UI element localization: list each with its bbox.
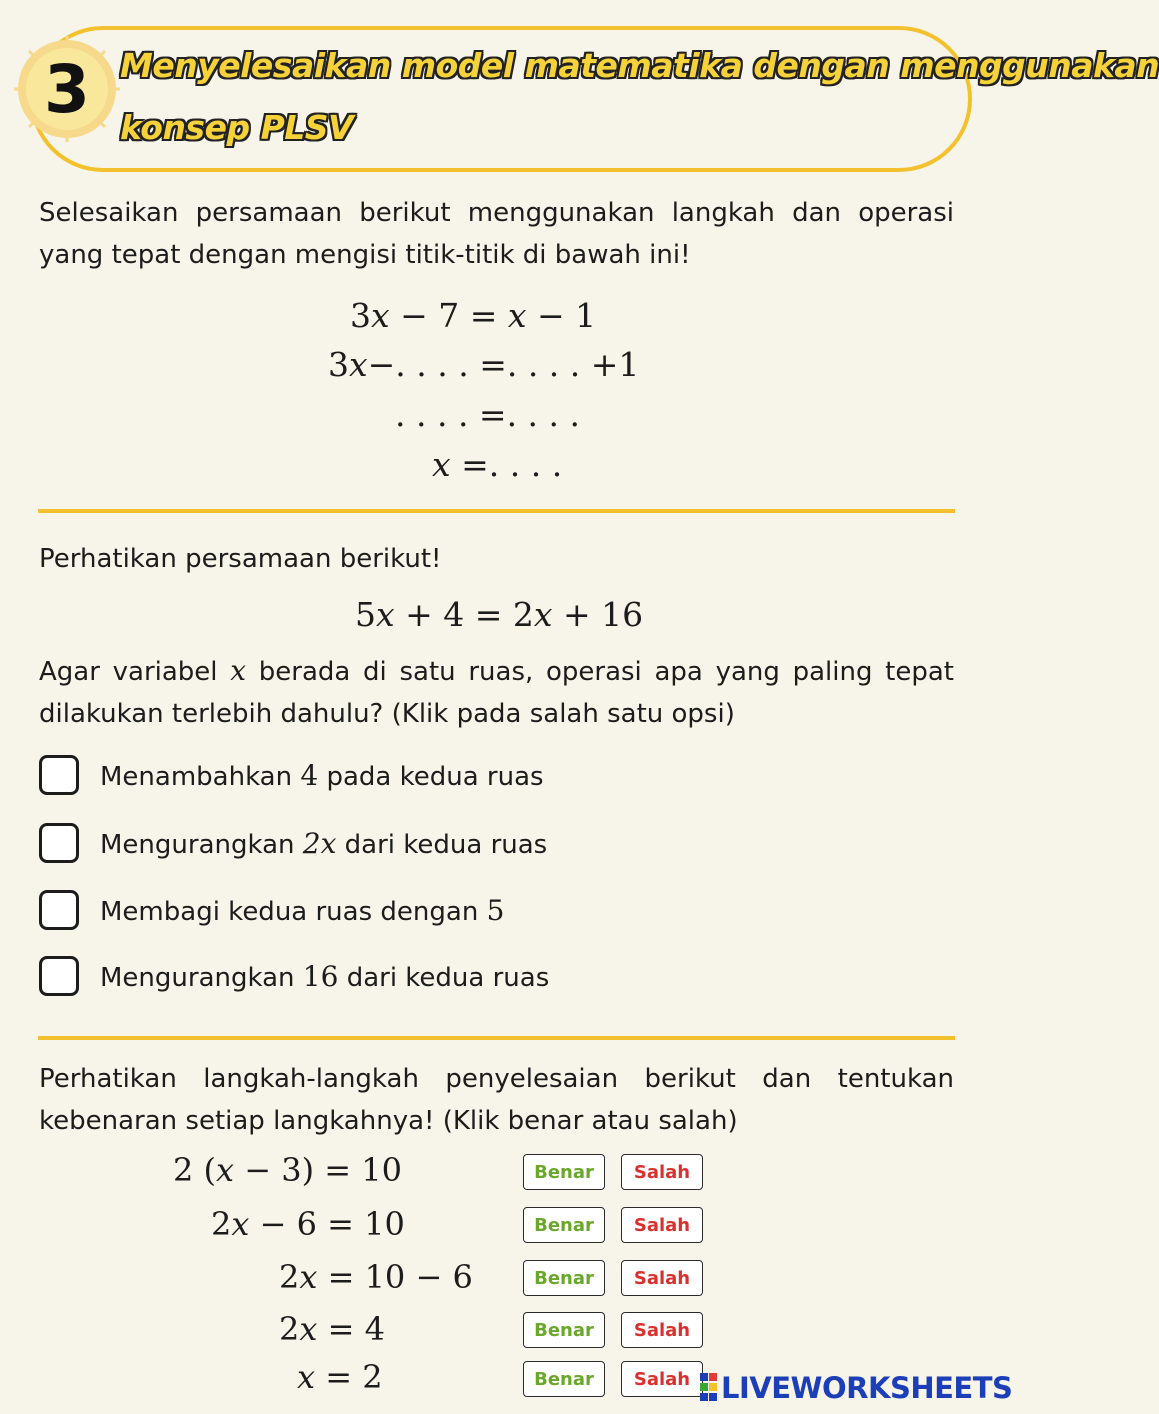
benar-button[interactable]: Benar	[523, 1312, 605, 1348]
step-3-equation: 2x = 10 − 6	[279, 1258, 473, 1296]
title-line-2: konsep PLSV	[120, 108, 354, 147]
option-1[interactable]: Menambahkan 4 pada kedua ruas	[39, 753, 544, 797]
benar-button[interactable]: Benar	[523, 1361, 605, 1397]
option-4[interactable]: Mengurangkan 16 dari kedua ruas	[39, 954, 549, 998]
checkbox[interactable]	[39, 755, 79, 795]
step-4-equation: 2x = 4	[279, 1310, 385, 1348]
equation-line-3[interactable]: . . . . =. . . .	[395, 395, 580, 434]
divider	[38, 509, 955, 513]
brand-name: LIVEWORKSHEETS	[721, 1371, 1013, 1405]
option-2[interactable]: Mengurangkan 2x dari kedua ruas	[39, 821, 547, 865]
salah-button[interactable]: Salah	[621, 1154, 703, 1190]
step-1-equation: 2 (x − 3) = 10	[173, 1151, 402, 1189]
step-5-equation: x = 2	[297, 1358, 383, 1396]
title-line-1: Menyelesaikan model matematika dengan menggunakan	[120, 46, 1159, 85]
benar-button[interactable]: Benar	[523, 1154, 605, 1190]
salah-button[interactable]: Salah	[621, 1260, 703, 1296]
benar-button[interactable]: Benar	[523, 1260, 605, 1296]
checkbox[interactable]	[39, 956, 79, 996]
divider	[38, 1036, 955, 1040]
equation-line-1: 3x − 7 = x − 1	[350, 296, 597, 335]
salah-button[interactable]: Salah	[621, 1312, 703, 1348]
equation-line-4[interactable]: x =. . . .	[432, 445, 563, 484]
equation-line-2[interactable]: 3x−. . . . =. . . . +1	[328, 345, 640, 384]
salah-button[interactable]: Salah	[621, 1207, 703, 1243]
option-3[interactable]: Membagi kedua ruas dengan 5	[39, 888, 504, 932]
equation-main: 5x + 4 = 2x + 16	[355, 595, 644, 634]
intro-2: Perhatikan persamaan berikut!	[39, 544, 442, 574]
question-2: Agar variabel x berada di satu ruas, operasi apa yang paling tepat dilakukan terlebih dahulu? (Klik pada salah satu opsi)	[39, 654, 955, 729]
liveworksheets-logo-icon	[700, 1373, 718, 1403]
instruction-3: Perhatikan langkah-langkah penyelesaian berikut dan tentukan kebenaran setiap langkahnya! (Klik benar atau salah)	[39, 1064, 954, 1136]
step-2-equation: 2x − 6 = 10	[211, 1205, 405, 1243]
section-number: 3	[44, 50, 90, 128]
benar-button[interactable]: Benar	[523, 1207, 605, 1243]
checkbox[interactable]	[39, 890, 79, 930]
checkbox[interactable]	[39, 823, 79, 863]
instruction-1: Selesaikan persamaan berikut menggunakan langkah dan operasi yang tepat dengan mengisi titik-titik di bawah ini!	[39, 198, 954, 270]
salah-button[interactable]: Salah	[621, 1361, 703, 1397]
liveworksheets-brand	[700, 1368, 1012, 1408]
